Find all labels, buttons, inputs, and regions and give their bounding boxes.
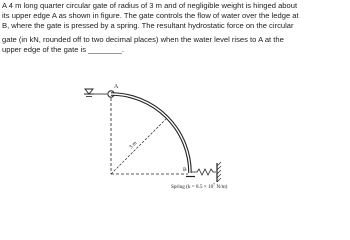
- spring: [192, 169, 216, 175]
- wall-hatching: [217, 162, 221, 182]
- question-line-4: gate (in kN, rounded off to two decimal places) when the water level rises to A at the: [2, 35, 284, 45]
- question-line-2: its upper edge A as shown in figure. The gate controls the flow of water over the ledge at: [2, 11, 299, 21]
- question-line-1: A 4 m long quarter circular gate of radius of 3 m and of negligible weight is hinged about: [2, 1, 298, 10]
- question-text: [2, 1, 348, 55]
- spring-label-main: Spring (k = 8.5 × 10: [171, 184, 214, 190]
- radius-label: 3 m: [128, 140, 139, 151]
- quarter-circular-gate: [111, 94, 190, 173]
- gate-figure: [80, 82, 250, 190]
- spring-label-exponent: 7: [213, 183, 216, 187]
- question-line-3: B, where the gate is pressed by a spring. The resultant hydrostatic force on the circular: [2, 21, 294, 31]
- radius-line: [111, 119, 166, 174]
- label-b: B: [183, 167, 187, 173]
- water-level-symbol: [84, 89, 94, 97]
- question-line-5: upper edge of the gate is ________.: [2, 45, 125, 55]
- spring-label-units: N/m): [215, 184, 228, 190]
- label-a: A: [114, 84, 119, 90]
- spring-label: [171, 183, 228, 190]
